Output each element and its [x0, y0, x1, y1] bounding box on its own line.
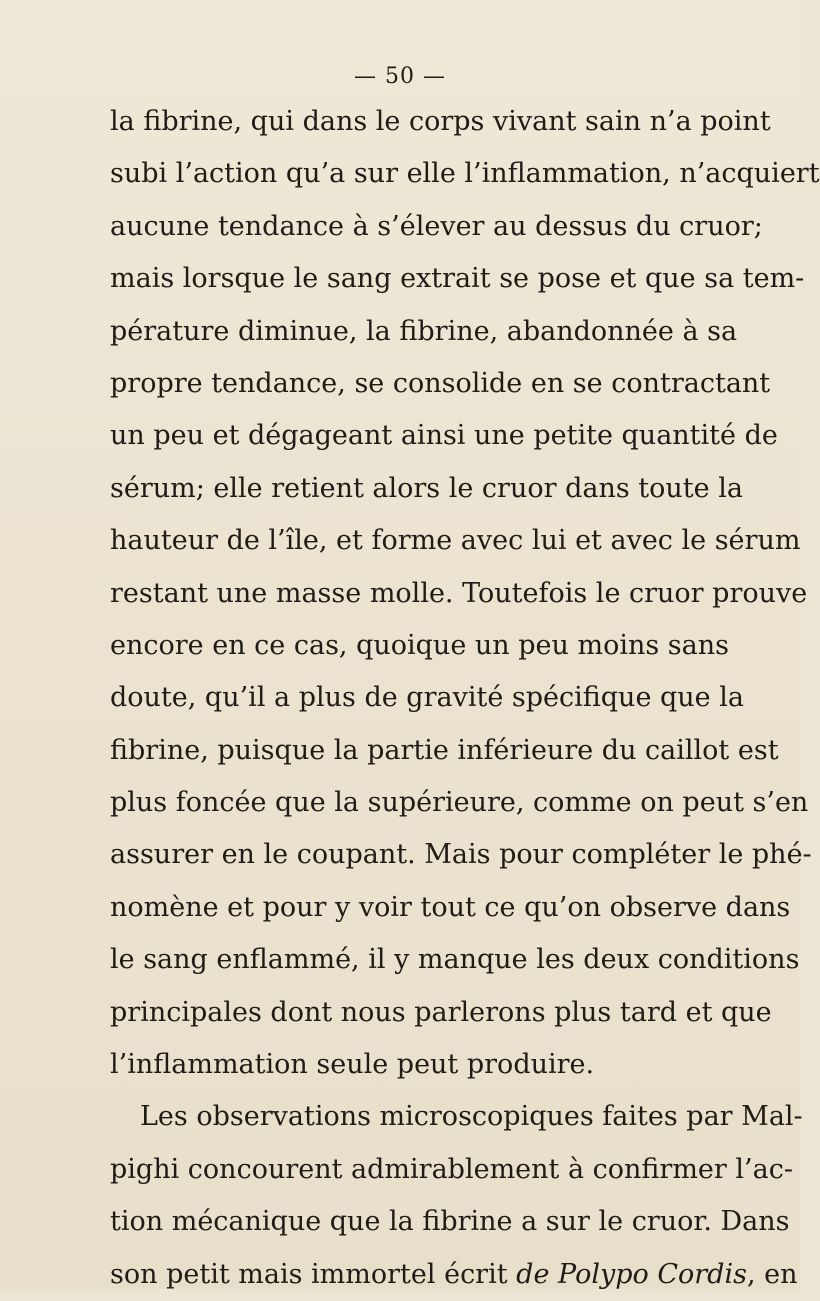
text-line: restant une masse molle. Toutefois le cruor prouve — [110, 577, 808, 609]
text-line: principales dont nous parlerons plus tard et que — [110, 996, 772, 1028]
italic-title: de Polypo Cordis — [516, 1258, 747, 1290]
text-line: l’inflammation seule peut produire. — [110, 1049, 595, 1081]
text-line: subi l’action qu’a sur elle l’inflammation, n’acquiert — [110, 158, 820, 190]
text-run: , en — [746, 1258, 798, 1290]
text-line: propre tendance, se consolide en se contractant — [110, 367, 771, 399]
text-run: son petit mais immortel écrit — [110, 1258, 517, 1290]
text-line: la fibrine, qui dans le corps vivant sain n’a point — [110, 106, 771, 137]
text-line-final — [110, 1249, 798, 1301]
page-number: — 50 — — [354, 64, 446, 89]
text-line: fibrine, puisque la partie inférieure du caillot est — [110, 734, 779, 766]
text-line: mais lorsque le sang extrait se pose et que sa tem- — [110, 263, 805, 295]
text-line: un peu et dégageant ainsi une petite quantité de — [110, 420, 778, 452]
text-line: Les observations microscopiques faites par Mal- — [140, 1101, 803, 1133]
text-line: hauteur de l’île, et forme avec lui et avec le sérum — [110, 525, 801, 557]
text-line: pérature diminue, la fibrine, abandonnée à sa — [110, 315, 738, 347]
text-line: nomène et pour y voir tout ce qu’on observe dans — [110, 891, 791, 923]
text-line: plus foncée que la supérieure, comme on peut s’en — [110, 787, 809, 819]
text-line: encore en ce cas, quoique un peu moins sans — [110, 629, 729, 661]
text-line: tion mécanique que la fibrine a sur le cruor. Dans — [110, 1206, 790, 1238]
text-line: le sang enflammé, il y manque les deux conditions — [110, 944, 800, 976]
text-line: doute, qu’il a plus de gravité spécifique que la — [110, 682, 744, 714]
text-line: aucune tendance à s’élever au dessus du cruor; — [110, 210, 763, 242]
body-text — [110, 96, 820, 1301]
text-line: assurer en le coupant. Mais pour compléter le phé- — [110, 839, 812, 871]
text-line: sérum; elle retient alors le cruor dans toute la — [110, 472, 743, 504]
text-line: pighi concourent admirablement à confirmer l’ac- — [110, 1153, 793, 1185]
